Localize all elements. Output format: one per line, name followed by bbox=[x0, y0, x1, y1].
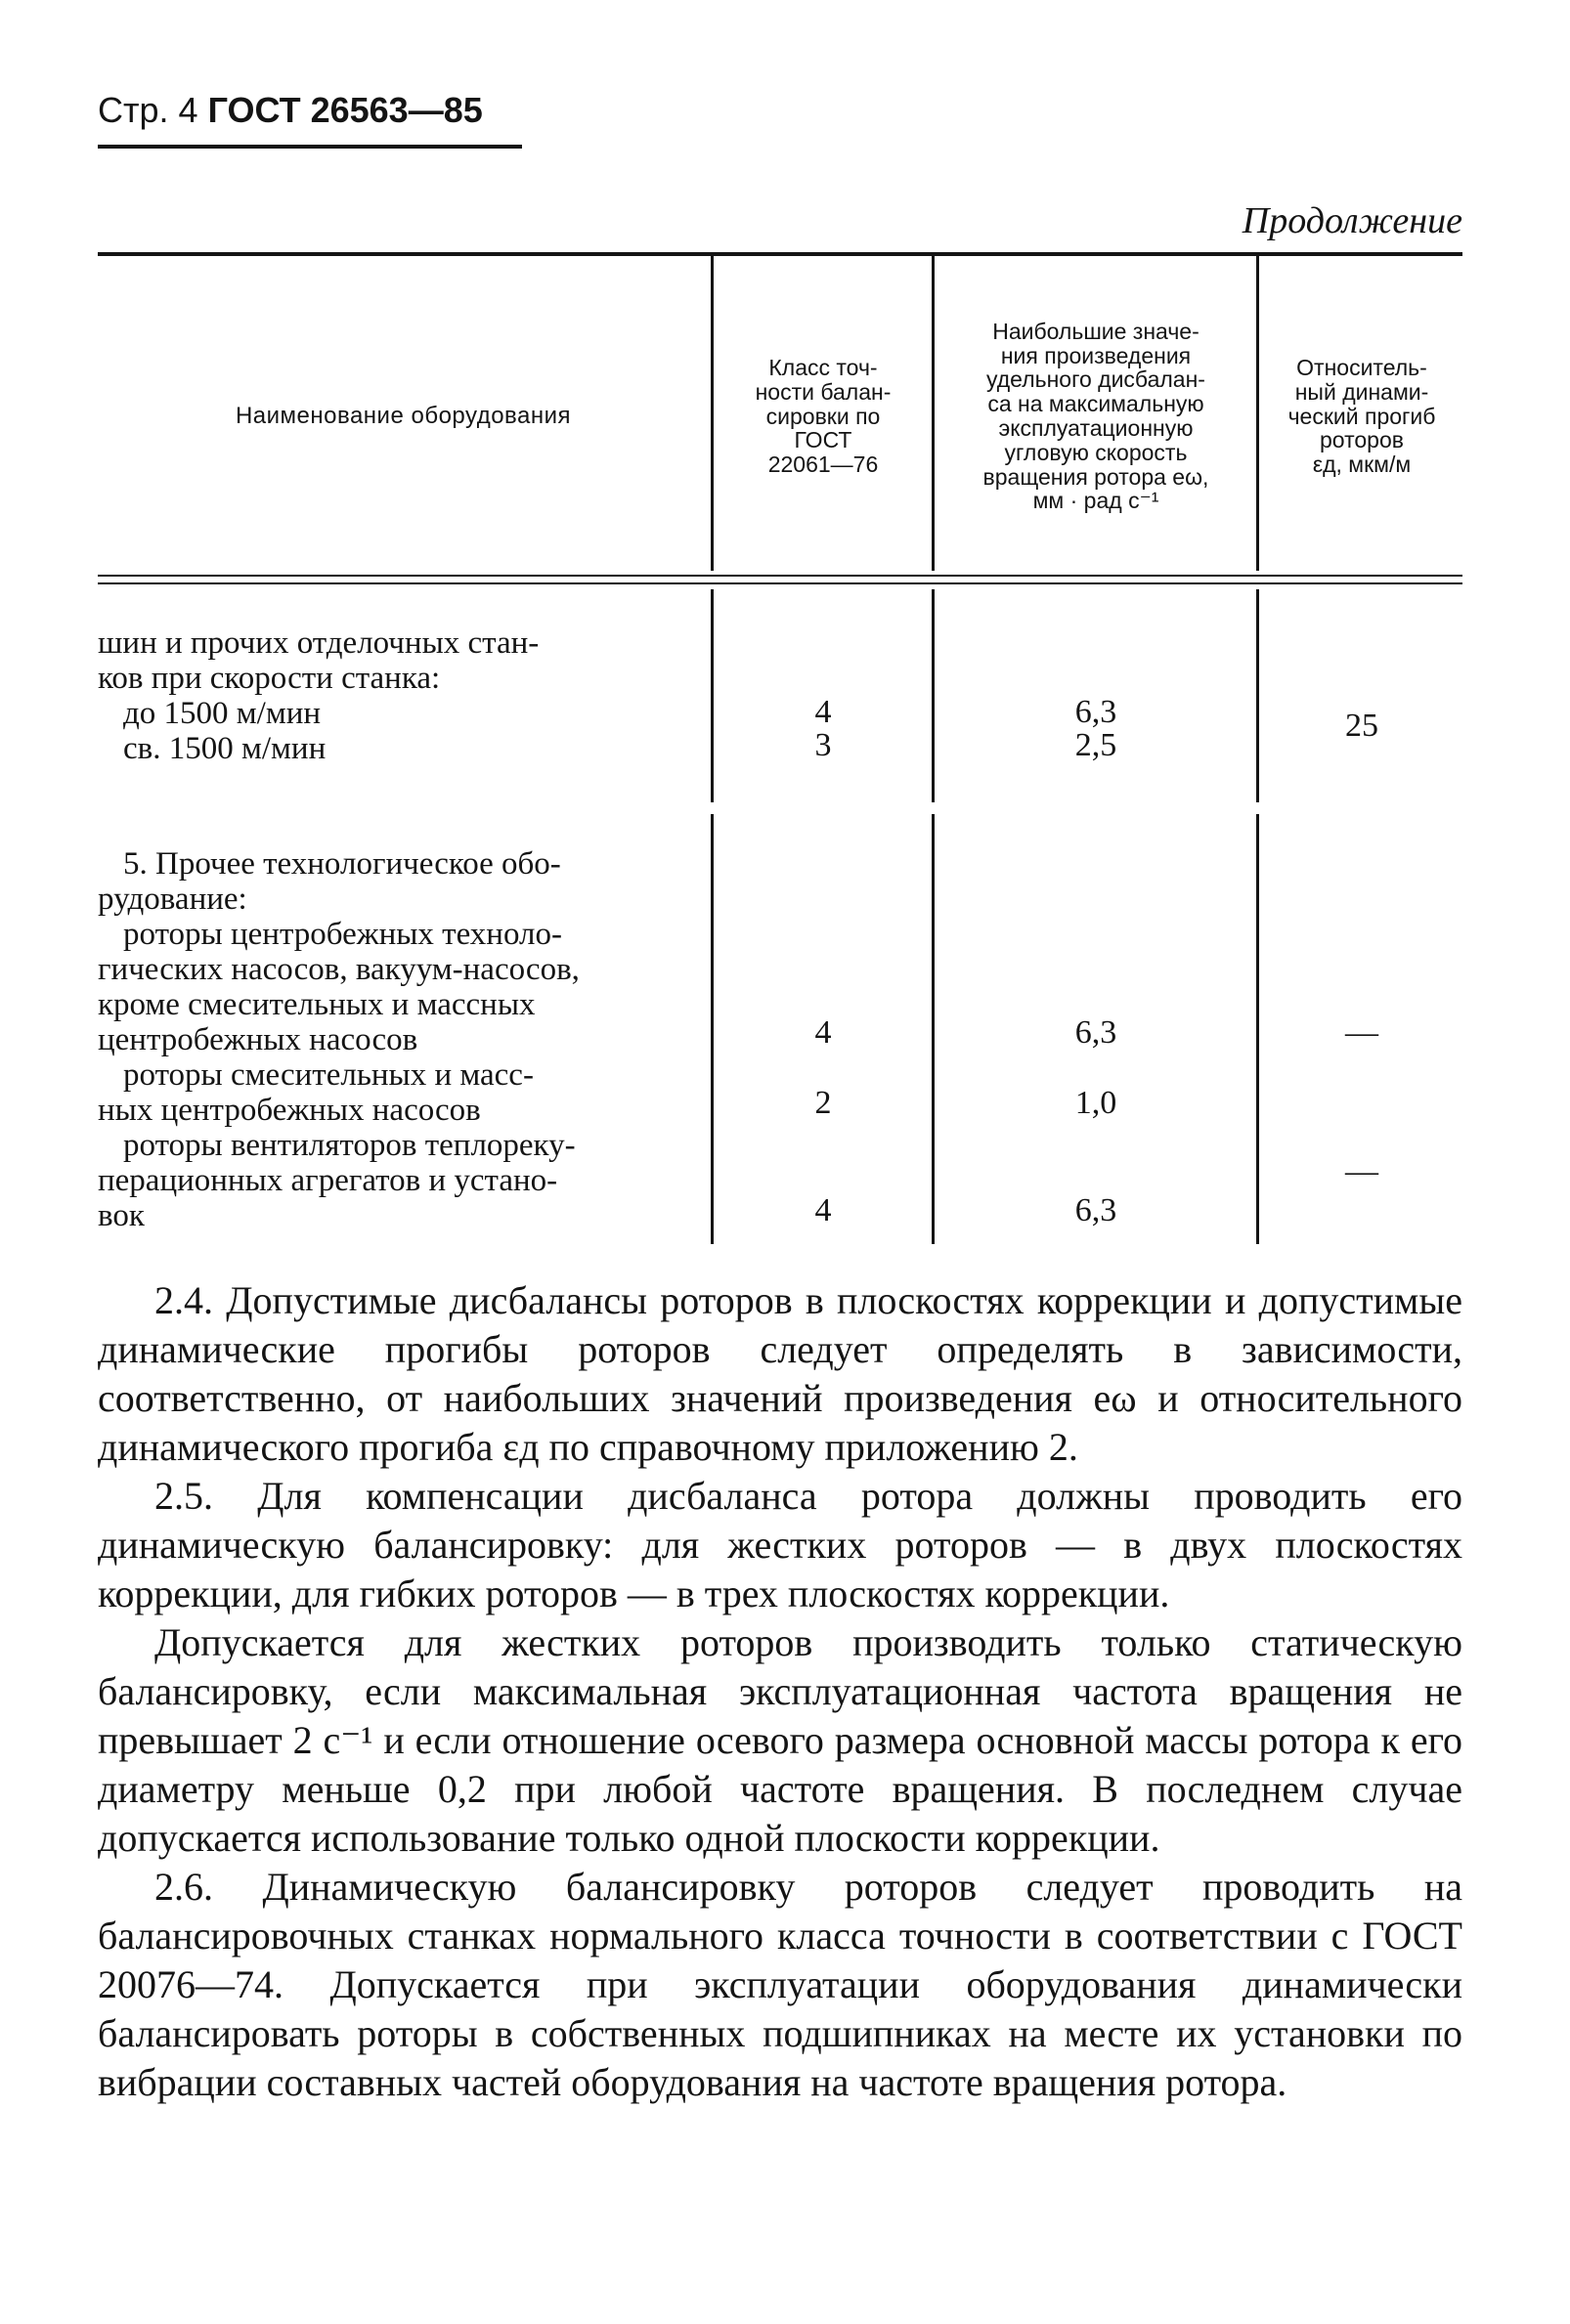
block1-class-2: 3 bbox=[814, 727, 832, 763]
block2-text bbox=[98, 846, 684, 1233]
block1-deflection: 25 bbox=[1345, 708, 1378, 744]
paragraph-2-4: 2.4. Допустимые дисбалансы роторов в плоскостях коррекции и допустимые динамические прогибы роторов следует определять в зависимости, соответственно, от наибольших значений произведения eω и относительного динамического прогиба εд по справочному приложению 2. bbox=[98, 1278, 1462, 1469]
table-line: вок bbox=[98, 1198, 145, 1233]
block2-deflection-3: — bbox=[1345, 1153, 1378, 1189]
col-divider-1 bbox=[711, 256, 714, 571]
page-label: Стр. 4 bbox=[98, 90, 198, 130]
header-rule bbox=[98, 145, 522, 149]
block1-value-1: 6,3 bbox=[1074, 694, 1117, 730]
page-header bbox=[98, 90, 483, 131]
col-divider-2 bbox=[932, 256, 935, 571]
block2-deflection-1: — bbox=[1345, 1014, 1378, 1051]
block1-class-1: 4 bbox=[814, 694, 832, 730]
continuation-label: Продолжение bbox=[1242, 200, 1462, 241]
header-deflection: Относитель- ный динами- ческий прогиб роторов εд, мкм/м bbox=[1287, 354, 1436, 478]
paragraph-2-6: 2.6. Динамическую балансировку роторов следует проводить на балансировочных станках нормального класса точности в соответствии с ГОСТ 20076—74. Допускается при эксплуатации оборудования динамически балансировать роторы в собственных подшипниках на месте их установки по вибрации составных частей оборудования на частоте вращения ротора. bbox=[98, 1865, 1462, 2104]
table-line: гических насосов, вакуум-насосов, bbox=[98, 952, 580, 987]
table-line: роторы вентиляторов теплореку- bbox=[123, 1128, 576, 1163]
table-line: св. 1500 м/мин bbox=[123, 731, 327, 766]
col-divider-1-block1 bbox=[711, 589, 714, 802]
col-divider-3-block2 bbox=[1256, 814, 1259, 1244]
table-line: рудование: bbox=[98, 882, 247, 917]
col-divider-3-block1 bbox=[1256, 589, 1259, 802]
block1-text bbox=[98, 625, 684, 766]
col-divider-2-block1 bbox=[932, 589, 935, 802]
col-divider-2-block2 bbox=[932, 814, 935, 1244]
header-max-values: Наибольшие значе- ния произведения удельного дисбалан- са на максимальную эксплуатационную угловую скорость вращения ротора eω, мм · рад с⁻¹ bbox=[982, 318, 1209, 514]
table-line: до 1500 м/мин bbox=[123, 696, 322, 731]
table-line: шин и прочих отделочных стан- bbox=[98, 625, 540, 661]
balancing-table bbox=[98, 252, 1462, 1244]
table-line: ных центробежных насосов bbox=[98, 1093, 481, 1128]
table-line: роторы смесительных и масс- bbox=[123, 1057, 534, 1093]
block2-class-2: 2 bbox=[814, 1085, 832, 1121]
table-line: роторы центробежных техноло- bbox=[123, 917, 562, 952]
table-line: кроме смесительных и массных bbox=[98, 987, 536, 1022]
col-divider-1-block2 bbox=[711, 814, 714, 1244]
col-divider-3 bbox=[1256, 256, 1259, 571]
header-bottom-rule-2 bbox=[98, 582, 1462, 584]
header-accuracy-class: Класс точ- ности балан- сировки по ГОСТ 22061—76 bbox=[755, 354, 892, 478]
paragraph-2-5: 2.5. Для компенсации дисбаланса ротора должны проводить его динамическую балансировку: для жестких роторов — в двух плоскостях коррекции, для гибких роторов — в трех плоскостях коррекции. bbox=[98, 1474, 1462, 1615]
block2-value-1: 6,3 bbox=[1074, 1014, 1117, 1051]
table-line: 5. Прочее технологическое обо- bbox=[123, 846, 561, 882]
table-line: перационных агрегатов и устано- bbox=[98, 1163, 558, 1198]
body-text bbox=[98, 1276, 1462, 2107]
block2-class-3: 4 bbox=[814, 1192, 832, 1228]
block2-value-3: 6,3 bbox=[1074, 1192, 1117, 1228]
header-equipment: Наименование оборудования bbox=[235, 403, 572, 430]
standard-number: ГОСТ 26563—85 bbox=[207, 90, 483, 130]
block2-class-1: 4 bbox=[814, 1014, 832, 1051]
header-bottom-rule bbox=[98, 575, 1462, 577]
block2-value-2: 1,0 bbox=[1074, 1085, 1117, 1121]
block1-value-2: 2,5 bbox=[1074, 727, 1117, 763]
table-line: ков при скорости станка: bbox=[98, 661, 441, 696]
paragraph-static-balancing: Допускается для жестких роторов производить только статическую балансировку, если максимальная эксплуатационная частота вращения не превышает 2 с⁻¹ и если отношение осевого размера основной массы ротора к его диаметру меньше 0,2 при любой частоте вращения. В последнем случае допускается использование только одной плоскости коррекции. bbox=[98, 1620, 1462, 1860]
table-line: центробежных насосов bbox=[98, 1022, 418, 1057]
